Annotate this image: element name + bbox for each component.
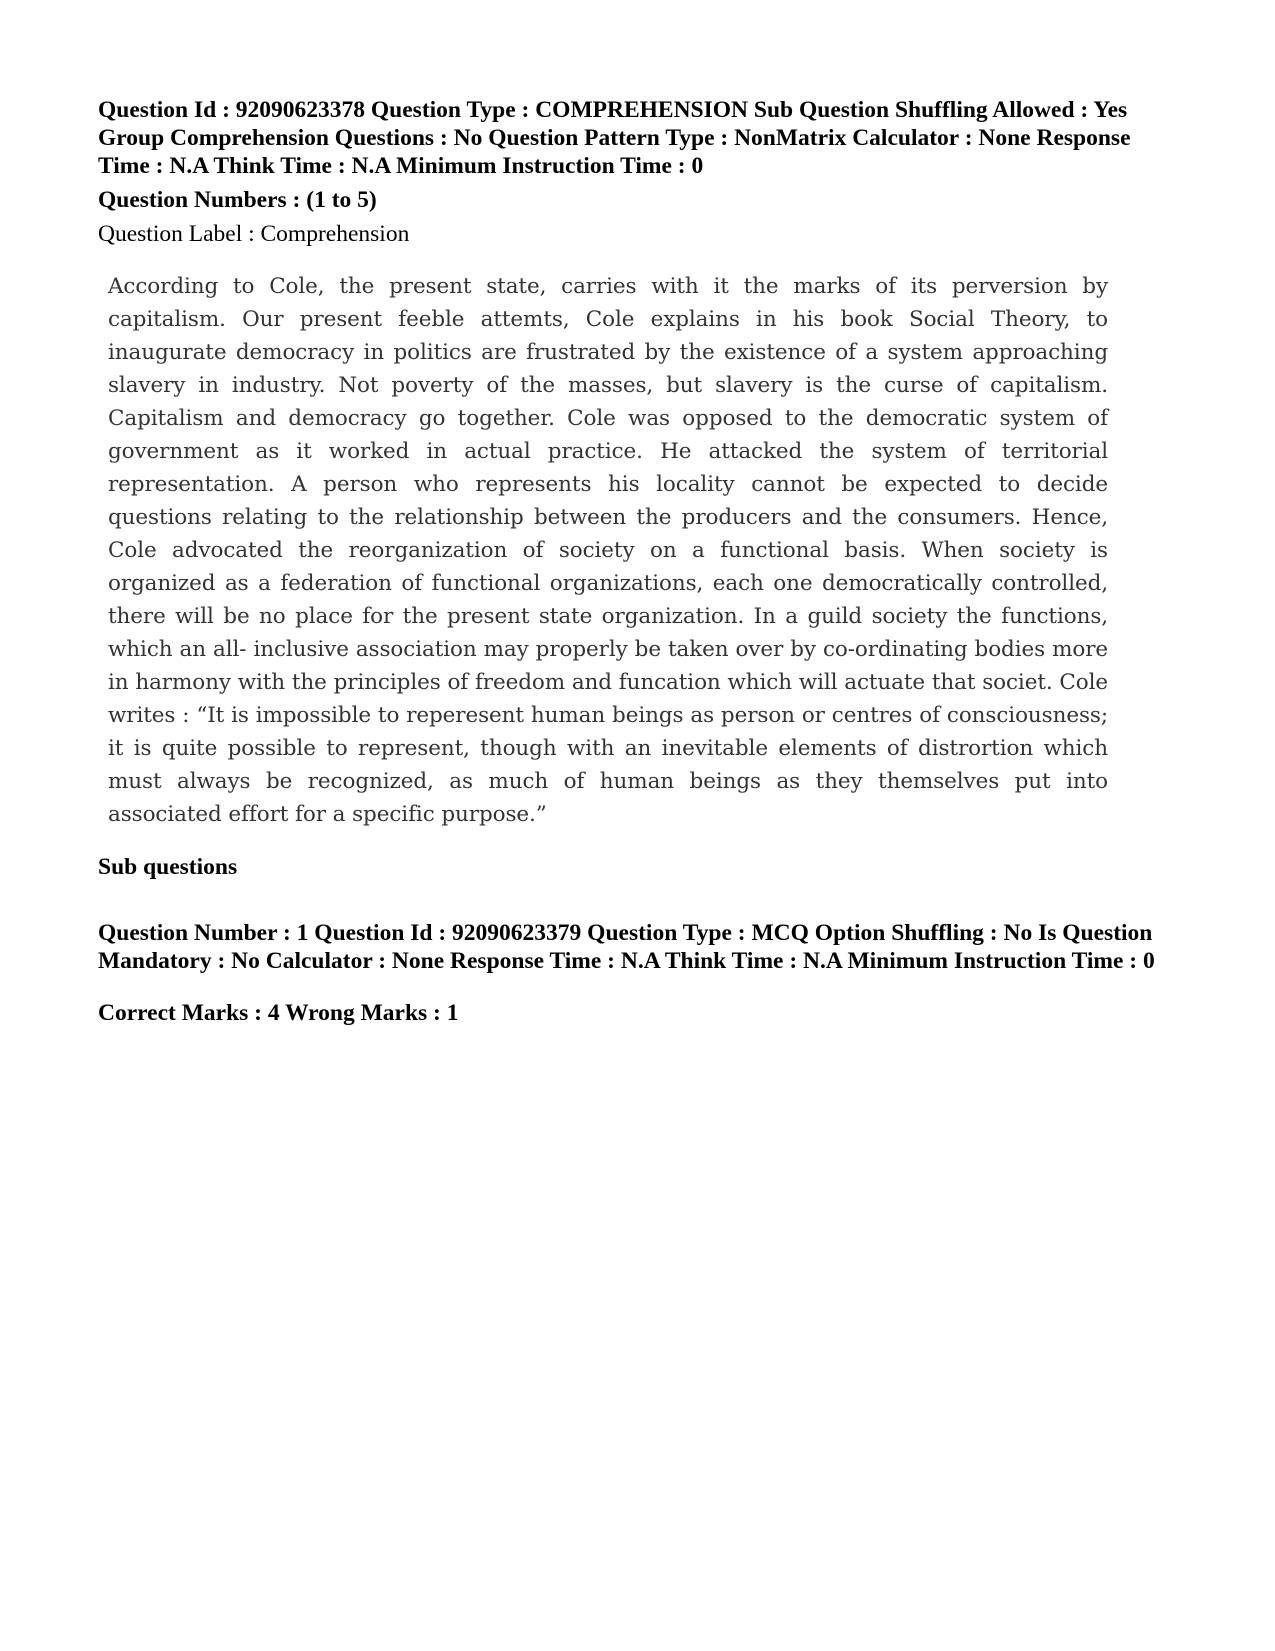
document-page	[98, 96, 1178, 1027]
comprehension-passage: According to Cole, the present state, carries with it the marks of its perversion by capitalism. Our present feeble attemts, Cole explains in his book Social Theory, to inaugurate democracy in politics are frustrated by the existence of a system approaching slavery in industry. Not poverty of the masses, but slavery is the curse of capitalism. Capitalism and democracy go together. Cole was opposed to the democratic system of government as it worked in actual practice. He attacked the system of territorial representation. A person who represents his locality cannot be expected to decide questions relating to the relationship between the producers and the consumers. Hence, Cole advocated the reorganization of society on a functional basis. When society is organized as a federation of functional organizations, each one democratically controlled, there will be no place for the present state organization. In a guild society the functions, which an all- inclusive association may properly be taken over by co-ordinating bodies more in harmony with the principles of freedom and funcation which will actuate that societ. Cole writes : “It is impossible to reperesent human beings as person or centres of consciousness; it is quite possible to represent, though with an inevitable elements of distrortion which must always be recognized, as much of human beings as they themselves put into associated effort for a specific purpose.”	[108, 274, 1108, 827]
question-label: Question Label : Comprehension	[98, 221, 410, 247]
question-numbers: Question Numbers : (1 to 5)	[98, 187, 377, 213]
sub-questions-heading: Sub questions	[98, 854, 238, 880]
marks-info: Correct Marks : 4 Wrong Marks : 1	[98, 999, 459, 1026]
sub-question-meta: Question Number : 1 Question Id : 92090623379 Question Type : MCQ Option Shuffling : No Is Question Mandatory : No Calculator : None Response Time : N.A Think Time : N.A Minimum Instruction Time : 0	[98, 920, 1155, 974]
question-meta: Question Id : 92090623378 Question Type : COMPREHENSION Sub Question Shuffling Allowed : Yes Group Comprehension Questions : No Question Pattern Type : NonMatrix Calculator : None Response Time : N.A Think Time : N.A Minimum Instruction Time : 0	[98, 97, 1131, 179]
